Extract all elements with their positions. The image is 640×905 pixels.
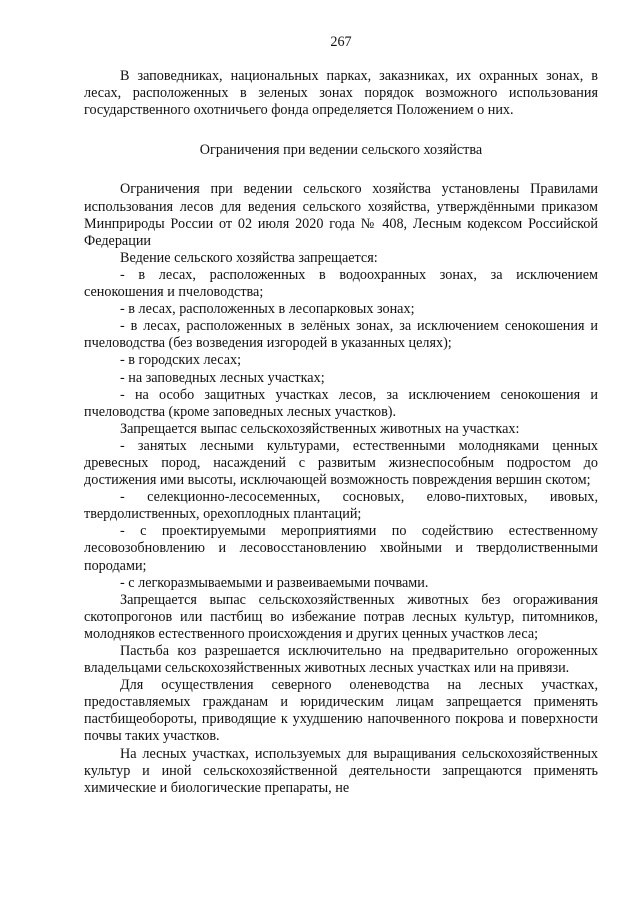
paragraph-chemicals: На лесных участках, используемых для выращивания сельскохозяйственных культур и иной сельскохозяйственной деятельности запрещаются применять химические и биологические препараты, не [84,745,598,796]
list-item-reforestation: - с проектируемыми мероприятиями по содействию естественному лесовозобновлению и лесовосстановлению хвойными и твердолиственными породами; [84,523,598,574]
page-number: 267 [330,34,352,50]
list-item-plantations: - селекционно-лесосеменных, сосновых, елово-пихтовых, ивовых, твердолиственных, орехоплодных плантаций; [84,489,598,523]
section-heading: Ограничения при ведении сельского хозяйства [199,142,483,159]
list-item-protected-plots: - на особо защитных участках лесов, за исключением сенокошения и пчеловодства (кроме заповедных лесных участков). [84,386,598,420]
list-item-forest-cultures: - занятых лесными культурами, естественными молодняками ценных древесных пород, насаждений с развитым жизнеспособным подростом до достижения ими высоты, исключающей возможность повреждения вершин скотом; [84,437,598,489]
list-item-green-zones: - в лесах, расположенных в зелёных зонах, за исключением сенокошения и пчеловодства (без возведения изгородей в указанных целях); [84,318,598,352]
paragraph-goats: Пастьба коз разрешается исключительно на предварительно огороженных владельцами сельскохозяйственных животных лесных участках или на привязи. [84,643,598,677]
list-item-water-zones: - в лесах, расположенных в водоохранных зонах, за исключением сенокошения и пчеловодства; [84,266,598,301]
paragraph-fencing: Запрещается выпас сельскохозяйственных животных без огораживания скотопрогонов или пастбищ во избежание потрав лесных культур, питомников, молодняков естественного происхождения и других ценных участков леса; [84,591,598,642]
intro-paragraph: В заповедниках, национальных парках, заказниках, их охранных зонах, в лесах, расположенных в зеленых зонах порядок возможного использования государственного охотничьего фонда определяется Положением о них. [84,68,598,119]
list-item-city-forests: - в городских лесах; [120,352,242,369]
paragraph-rules-basis: Ограничения при ведении сельского хозяйства установлены Правилами использования лесов для ведения сельского хозяйства, утверждёнными приказом Минприроды России от 02 июля 2020 года № 408, Лесным кодексом Российской Федерации [84,181,598,249]
paragraph-prohibited-intro: Ведение сельского хозяйства запрещается: [120,249,378,266]
paragraph-grazing-prohibited: Запрещается выпас сельскохозяйственных животных на участках: [120,420,520,437]
list-item-forest-park-zones: - в лесах, расположенных в лесопарковых зонах; [120,301,415,318]
list-item-erodible-soils: - с легкоразмываемыми и развеиваемыми почвами. [120,574,429,591]
list-item-reserved-plots: - на заповедных лесных участках; [120,369,325,386]
paragraph-reindeer: Для осуществления северного оленеводства на лесных участках, предоставляемых гражданам и юридическим лицам запрещается применять пастбищеобороты, приводящие к ухудшению напочвенного покрова и поверхности почвы таких участков. [84,677,598,745]
